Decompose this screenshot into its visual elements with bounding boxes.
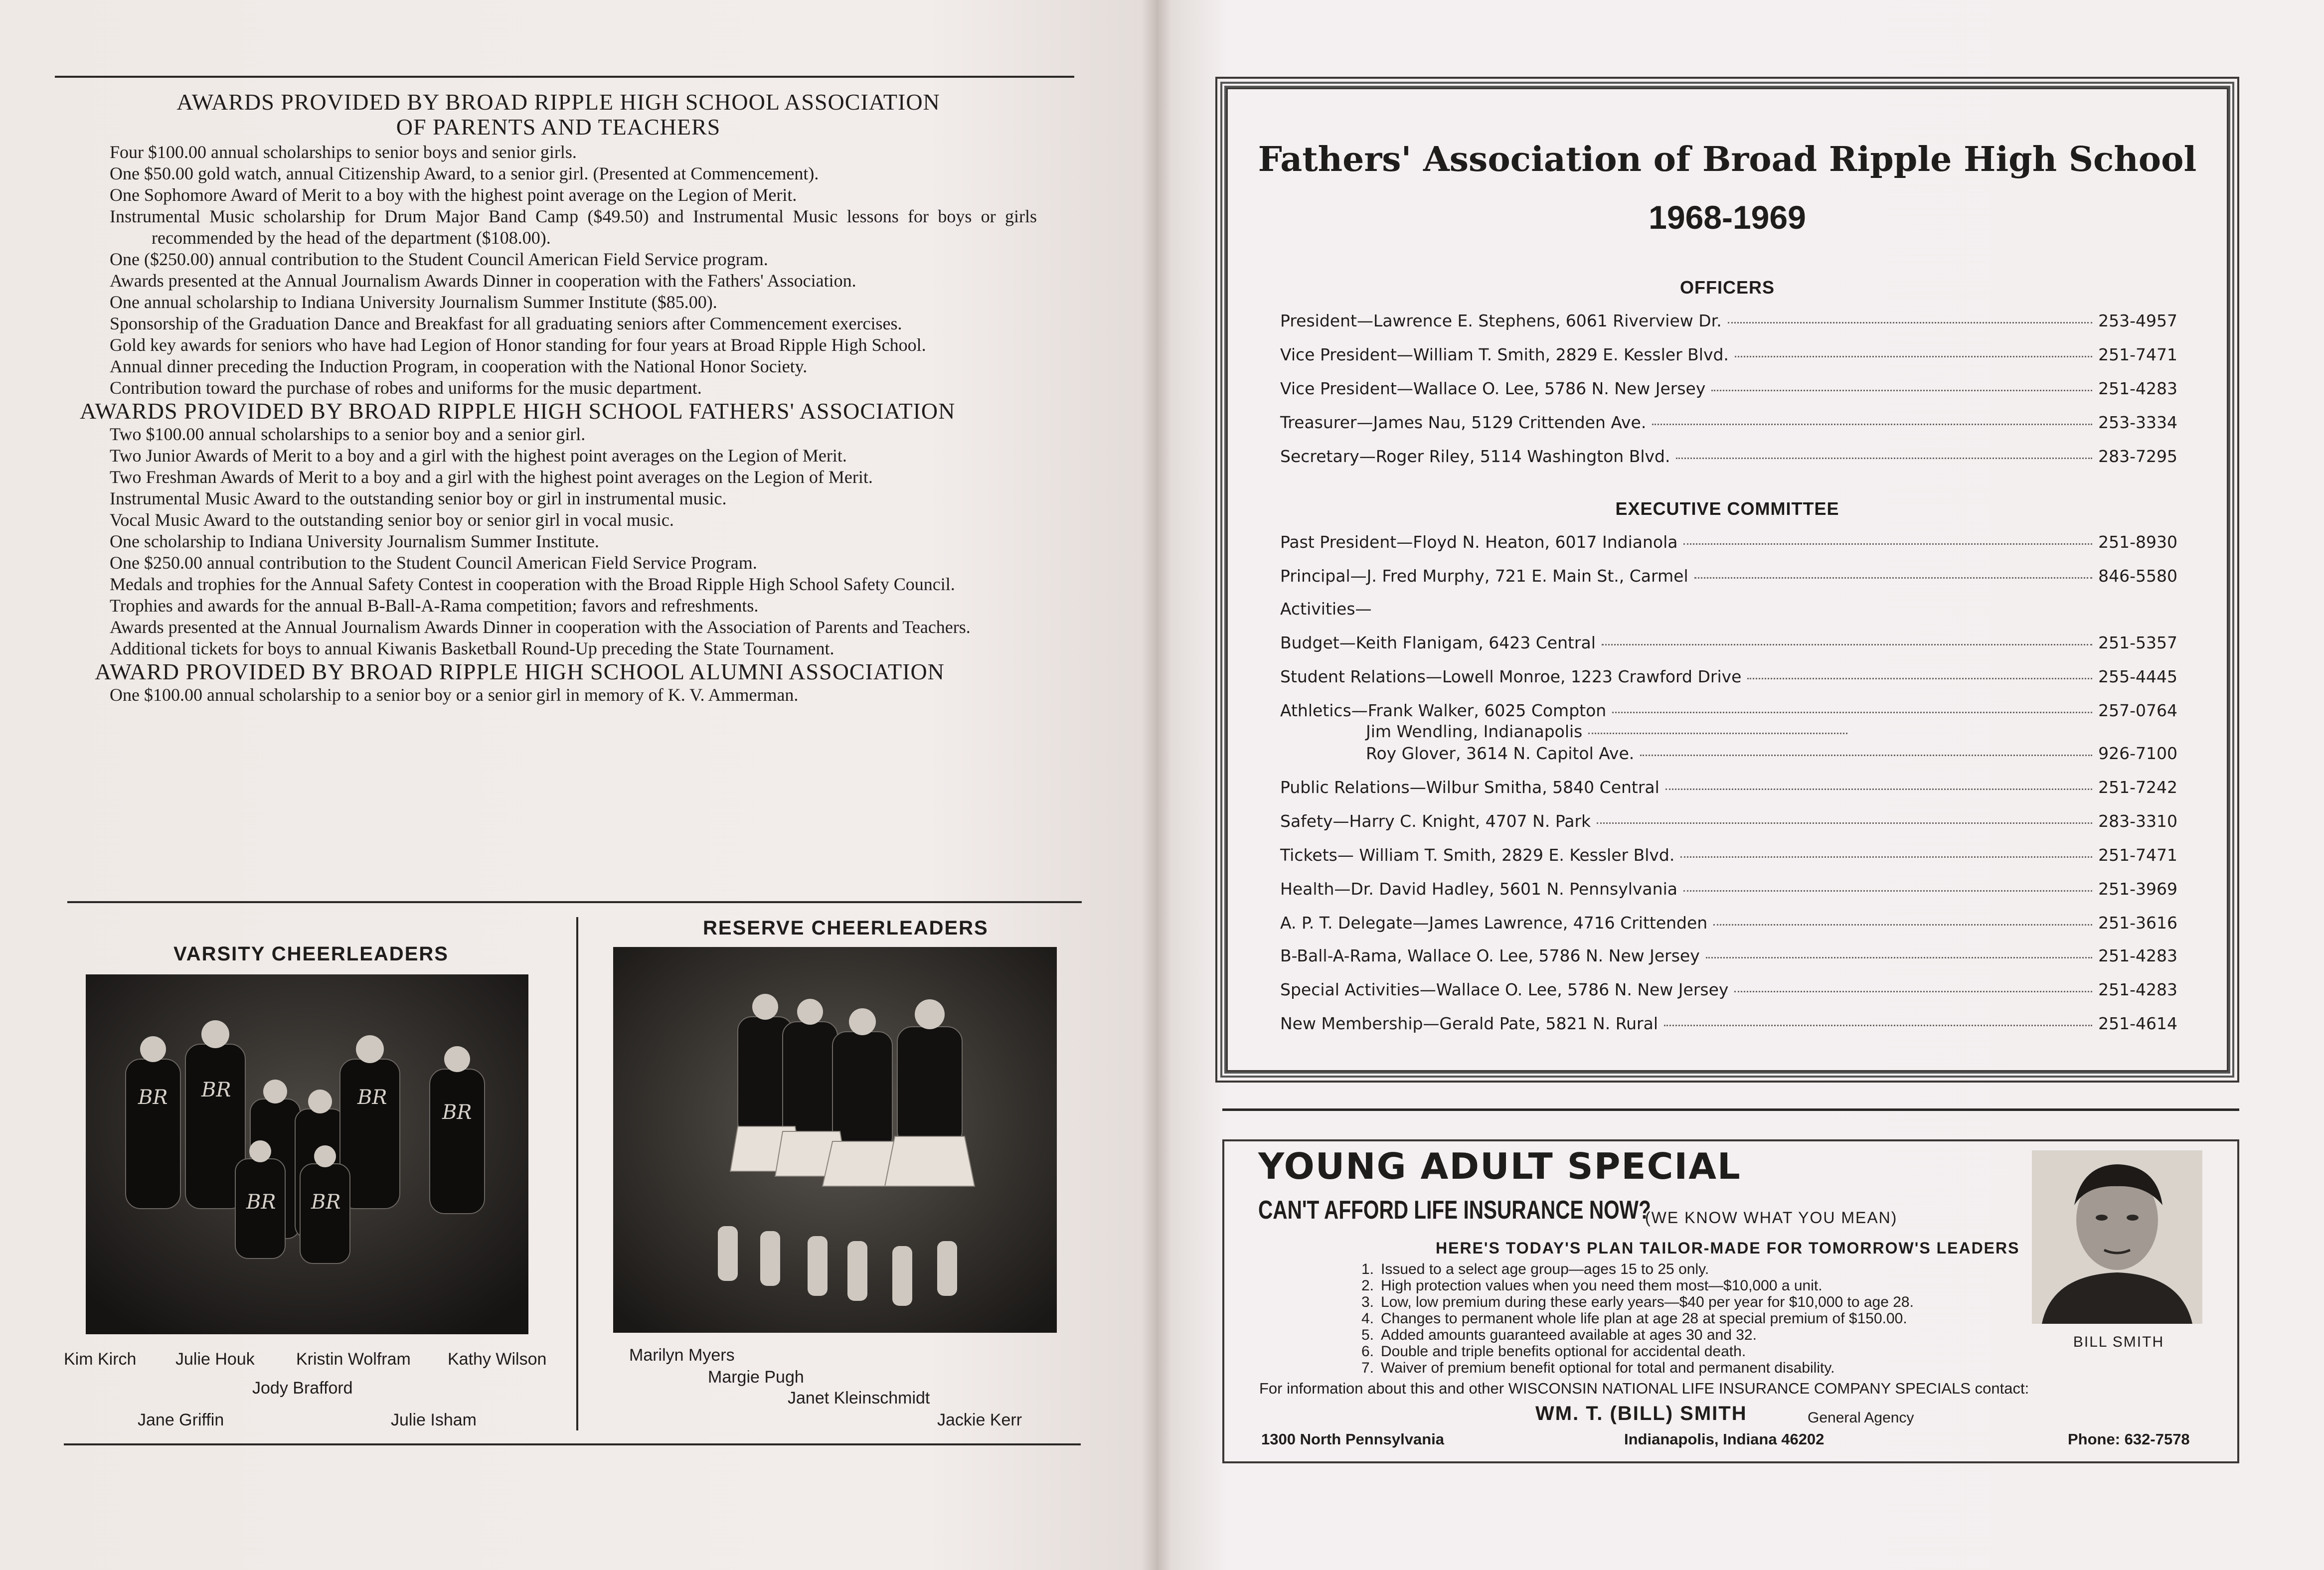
ad-subtitle: CAN'T AFFORD LIFE INSURANCE NOW? (1258, 1196, 1651, 1225)
reserve-name: Janet Kleinschmidt (788, 1389, 930, 1408)
committee-label: Roy Glover, 3614 N. Capitol Ave. (1366, 744, 1635, 763)
ad-benefit-item (1342, 1294, 2040, 1310)
svg-text:BR: BR (201, 1079, 231, 1101)
fathers-award-item: Trophies and awards for the annual B-Ball-A-Rama competition; favors and refreshments. (110, 596, 759, 616)
officers-heading: OFFICERS (1679, 277, 1775, 298)
ad-plan-heading: HERE'S TODAY'S PLAN TAILOR-MADE FOR TOMORROW'S LEADERS (1436, 1239, 2020, 1257)
committee-label: Activities— (1280, 599, 1372, 619)
committee-row (1280, 946, 2177, 965)
svg-text:BR: BR (246, 1191, 276, 1214)
leader-dots (1694, 577, 2092, 579)
photo-divider (576, 917, 578, 1430)
varsity-title: VARSITY CHEERLEADERS (173, 943, 449, 965)
svg-text:BR: BR (442, 1101, 472, 1124)
leader-dots (1683, 543, 2092, 545)
officer-label: Vice President—Wallace O. Lee, 5786 N. New Jersey (1280, 379, 1706, 398)
leader-dots (1665, 788, 2092, 790)
officer-row (1280, 311, 2177, 330)
officer-label: Secretary—Roger Riley, 5114 Washington Blvd. (1280, 447, 1670, 466)
pta-award-item: Gold key awards for seniors who have had Legion of Honor standing for four years at Broad Ripple High School. (110, 335, 926, 355)
committee-row (1366, 744, 2177, 763)
ad-benefit-list (1342, 1261, 2040, 1376)
ad-address: 1300 North Pennsylvania (1261, 1430, 1444, 1448)
leader-dots (1706, 957, 2092, 958)
ad-benefit-item (1342, 1261, 2040, 1277)
ad-benefit-item (1342, 1310, 2040, 1327)
ad-divider (1222, 1108, 2239, 1111)
committee-row (1280, 633, 2177, 652)
committee-label: Special Activities—Wallace O. Lee, 5786 N. New Jersey (1280, 980, 1729, 999)
committee-row (1280, 532, 2177, 552)
committee-label: Principal—J. Fred Murphy, 721 E. Main St., Carmel (1280, 566, 1688, 586)
committee-label: Public Relations—Wilbur Smitha, 5840 Central (1280, 778, 1660, 797)
pta-award-item: One annual scholarship to Indiana University Journalism Summer Institute ($85.00). (110, 292, 717, 312)
pta-heading-line1: AWARDS PROVIDED BY BROAD RIPPLE HIGH SCHOOL ASSOCIATION (176, 89, 940, 115)
ad-benefit-number: 7. (1361, 1360, 1374, 1376)
committee-phone: 251-4283 (2098, 946, 2177, 965)
committee-phone: 251-3969 (2098, 879, 2177, 899)
committee-row (1280, 701, 2177, 720)
officer-label: President—Lawrence E. Stephens, 6061 Riverview Dr. (1280, 311, 1722, 330)
varsity-name: Kim Kirch (64, 1350, 137, 1369)
fathers-award-item: Medals and trophies for the Annual Safety Contest in cooperation with the Broad Ripple High School Safety Council. (110, 574, 955, 594)
officer-phone: 251-7471 (2098, 345, 2177, 364)
ad-benefit-text: Double and triple benefits optional for accidental death. (1381, 1343, 1746, 1360)
leader-dots (1664, 1025, 2092, 1026)
top-rule (55, 76, 1074, 78)
committee-label: New Membership—Gerald Pate, 5821 N. Rural (1280, 1014, 1659, 1033)
association-title: Fathers' Association of Broad Ripple High School (1258, 140, 2197, 179)
committee-phone: 251-8930 (2098, 532, 2177, 552)
committee-row (1280, 667, 2177, 686)
committee-row (1280, 1014, 2177, 1033)
svg-text:BR: BR (138, 1086, 168, 1109)
committee-phone: 846-5580 (2098, 566, 2177, 586)
ad-benefit-item (1342, 1343, 2040, 1360)
pta-heading-line2: OF PARENTS AND TEACHERS (396, 114, 721, 140)
pta-award-item: Contribution toward the purchase of robes and uniforms for the music department. (110, 378, 702, 398)
fathers-award-item: One scholarship to Indiana University Journalism Summer Institute. (110, 531, 599, 551)
alumni-award-heading: AWARD PROVIDED BY BROAD RIPPLE HIGH SCHOOL ALUMNI ASSOCIATION (95, 659, 945, 684)
reserve-name: Margie Pugh (708, 1368, 804, 1387)
committee-row (1280, 599, 2177, 619)
committee-row (1280, 566, 2177, 586)
ad-phone: Phone: 632-7578 (2068, 1430, 2190, 1448)
committee-phone: 251-4283 (2098, 980, 2177, 999)
ad-benefit-text: Waiver of premium benefit optional for total and permanent disability. (1381, 1360, 1835, 1376)
varsity-name: Jane Griffin (138, 1411, 224, 1429)
leader-dots (1612, 712, 2092, 713)
ad-benefit-number: 2. (1361, 1277, 1374, 1294)
pta-award-item: Sponsorship of the Graduation Dance and Breakfast for all graduating seniors after Commencement exercises. (110, 314, 902, 333)
leader-dots (1640, 755, 2092, 756)
bill-smith-photo (2032, 1150, 2202, 1324)
fathers-award-list (80, 424, 1037, 659)
leader-dots (1735, 356, 2092, 357)
committee-phone: 251-7242 (2098, 778, 2177, 797)
committee-label: Health—Dr. David Hadley, 5601 N. Pennsylvania (1280, 879, 1677, 899)
committee-label: Athletics—Frank Walker, 6025 Compton (1280, 701, 1607, 720)
ad-benefit-text: Added amounts guaranteed available at ages 30 and 32. (1381, 1327, 1757, 1343)
fathers-award-item: One $250.00 annual contribution to the Student Council American Field Service Program. (110, 553, 757, 573)
committee-row (1280, 778, 2177, 797)
committee-label: Tickets— William T. Smith, 2829 E. Kessler Blvd. (1280, 845, 1675, 865)
committee-phone: 255-4445 (2098, 667, 2177, 686)
committee-label: Student Relations—Lowell Monroe, 1223 Crawford Drive (1280, 667, 1742, 686)
executive-committee-heading: EXECUTIVE COMMITTEE (1615, 498, 1839, 519)
leader-dots (1676, 458, 2092, 459)
committee-phone: 283-3310 (2098, 811, 2177, 831)
ad-contact-info: For information about this and other WISCONSIN NATIONAL LIFE INSURANCE COMPANY SPECIALS contact: (1259, 1380, 2029, 1397)
leader-dots (1588, 733, 1847, 734)
ad-benefit-text: Low, low premium during these early years—$40 per year for $10,000 to age 28. (1381, 1294, 1914, 1310)
officer-phone: 253-4957 (2098, 311, 2177, 330)
ad-benefit-item (1342, 1277, 2040, 1294)
fathers-award-item: Two $100.00 annual scholarships to a senior boy and a senior girl. (110, 424, 586, 444)
awards-section (80, 90, 1037, 706)
ad-benefit-number: 1. (1361, 1261, 1374, 1277)
varsity-name: Kristin Wolfram (296, 1350, 411, 1369)
svg-text:BR: BR (357, 1086, 387, 1109)
leader-dots (1734, 991, 2092, 992)
ad-benefit-item (1342, 1360, 2040, 1376)
ad-photo-caption: BILL SMITH (2073, 1334, 2164, 1350)
committee-phone: 251-5357 (2098, 633, 2177, 652)
officer-phone: 251-4283 (2098, 379, 2177, 398)
page-gutter (1142, 0, 1171, 1570)
leader-dots (1711, 390, 2092, 391)
committee-row (1280, 811, 2177, 831)
ad-benefit-text: Changes to permanent whole life plan at age 28 at special premium of $150.00. (1381, 1310, 1907, 1327)
reserve-name: Jackie Kerr (937, 1411, 1022, 1429)
pta-award-item: Four $100.00 annual scholarships to senior boys and senior girls. (110, 142, 577, 162)
association-year: 1968-1969 (1649, 199, 1806, 236)
officer-label: Treasurer—James Nau, 5129 Crittenden Ave. (1280, 413, 1647, 432)
committee-phone: 257-0764 (2098, 701, 2177, 720)
leader-dots (1597, 822, 2092, 824)
pta-award-item: One $50.00 gold watch, annual Citizenship Award, to a senior girl. (Presented at Commencement). (110, 163, 819, 183)
pta-award-item: One ($250.00) annual contribution to the Student Council American Field Service program. (110, 249, 768, 269)
varsity-name: Julie Houk (175, 1350, 255, 1369)
committee-row (1280, 913, 2177, 933)
svg-text:BR: BR (311, 1191, 341, 1214)
reserve-photo (613, 947, 1057, 1333)
ad-agency-tag: General Agency (1808, 1410, 1914, 1426)
alumni-award-list (80, 684, 1037, 706)
leader-dots (1602, 644, 2092, 645)
committee-phone: 251-7471 (2098, 845, 2177, 865)
ad-benefit-item (1342, 1327, 2040, 1343)
leader-dots (1728, 322, 2092, 323)
reserve-title: RESERVE CHEERLEADERS (703, 917, 989, 939)
pta-award-item: One Sophomore Award of Merit to a boy with the highest point average on the Legion of Merit. (110, 185, 797, 205)
committee-phone: 251-3616 (2098, 913, 2177, 933)
pta-award-item: Awards presented at the Annual Journalism Awards Dinner in cooperation with the Fathers' Association. (110, 271, 856, 291)
committee-label: Past President—Floyd N. Heaton, 6017 Indianola (1280, 532, 1678, 552)
officer-row (1280, 413, 2177, 432)
committee-row (1366, 722, 2177, 741)
ad-benefit-number: 6. (1361, 1343, 1374, 1360)
committee-row (1280, 980, 2177, 999)
committee-label: Safety—Harry C. Knight, 4707 N. Park (1280, 811, 1591, 831)
mid-rule (67, 901, 1082, 903)
leader-dots (1652, 424, 2092, 425)
officer-row (1280, 447, 2177, 466)
leader-dots (1747, 678, 2092, 679)
ad-subtitle-aside: (WE KNOW WHAT YOU MEAN) (1645, 1209, 1898, 1227)
pta-award-list (80, 142, 1037, 399)
pta-award-item: Annual dinner preceding the Induction Program, in cooperation with the National Honor Society. (110, 356, 808, 376)
varsity-name: Jody Brafford (252, 1379, 353, 1398)
varsity-name: Kathy Wilson (448, 1350, 547, 1369)
committee-row (1280, 879, 2177, 899)
officer-row (1280, 379, 2177, 398)
ad-benefit-number: 5. (1361, 1327, 1374, 1343)
committee-label: Budget—Keith Flanigam, 6423 Central (1280, 633, 1596, 652)
fathers-awards-heading: AWARDS PROVIDED BY BROAD RIPPLE HIGH SCHOOL FATHERS' ASSOCIATION (80, 398, 956, 424)
ad-benefit-number: 4. (1361, 1310, 1374, 1327)
ad-title: YOUNG ADULT SPECIAL (1258, 1145, 1741, 1187)
alumni-award-item: One $100.00 annual scholarship to a senior boy or a senior girl in memory of K. V. Ammerman. (110, 685, 799, 705)
varsity-name: Julie Isham (391, 1411, 477, 1429)
committee-phone: 251-4614 (2098, 1014, 2177, 1033)
ad-city: Indianapolis, Indiana 46202 (1624, 1430, 1825, 1448)
ad-benefit-number: 3. (1361, 1294, 1374, 1310)
officer-label: Vice President—William T. Smith, 2829 E. Kessler Blvd. (1280, 345, 1729, 364)
committee-row (1280, 845, 2177, 865)
pta-award-item: Instrumental Music scholarship for Drum Major Band Camp ($49.50) and Instrumental Music lessons for boys or girls recommended by the head of the department ($108.00). (110, 206, 1037, 248)
reserve-name: Marilyn Myers (629, 1346, 735, 1365)
varsity-photo (86, 974, 528, 1334)
committee-phone: 926-7100 (2098, 744, 2177, 763)
officer-phone: 283-7295 (2098, 447, 2177, 466)
leader-dots (1713, 924, 2092, 926)
fathers-award-item: Awards presented at the Annual Journalism Awards Dinner in cooperation with the Association of Parents and Teachers. (110, 617, 971, 637)
ad-benefit-text: Issued to a select age group—ages 15 to 25 only. (1381, 1261, 1709, 1277)
leader-dots (1680, 856, 2092, 858)
fathers-award-item: Instrumental Music Award to the outstanding senior boy or girl in instrumental music. (110, 488, 727, 508)
committee-label: A. P. T. Delegate—James Lawrence, 4716 Crittenden (1280, 913, 1708, 933)
committee-label: B-Ball-A-Rama, Wallace O. Lee, 5786 N. New Jersey (1280, 946, 1700, 965)
fathers-award-item: Two Junior Awards of Merit to a boy and a girl with the highest point averages on the Legion of Merit. (110, 446, 847, 466)
ad-benefit-text: High protection values when you need them most—$10,000 a unit. (1381, 1277, 1823, 1294)
officer-phone: 253-3334 (2098, 413, 2177, 432)
fathers-award-item: Two Freshman Awards of Merit to a boy and a girl with the highest point averages on the Legion of Merit. (110, 467, 873, 487)
officer-row (1280, 345, 2177, 364)
leader-dots (1683, 890, 2092, 892)
bottom-rule (64, 1443, 1081, 1445)
fathers-award-item: Vocal Music Award to the outstanding senior boy or senior girl in vocal music. (110, 510, 674, 530)
committee-label: Jim Wendling, Indianapolis (1366, 722, 1583, 741)
fathers-award-item: Additional tickets for boys to annual Kiwanis Basketball Round-Up preceding the State Tournament. (110, 638, 834, 658)
ad-agency-name: WM. T. (BILL) SMITH (1535, 1403, 1747, 1424)
